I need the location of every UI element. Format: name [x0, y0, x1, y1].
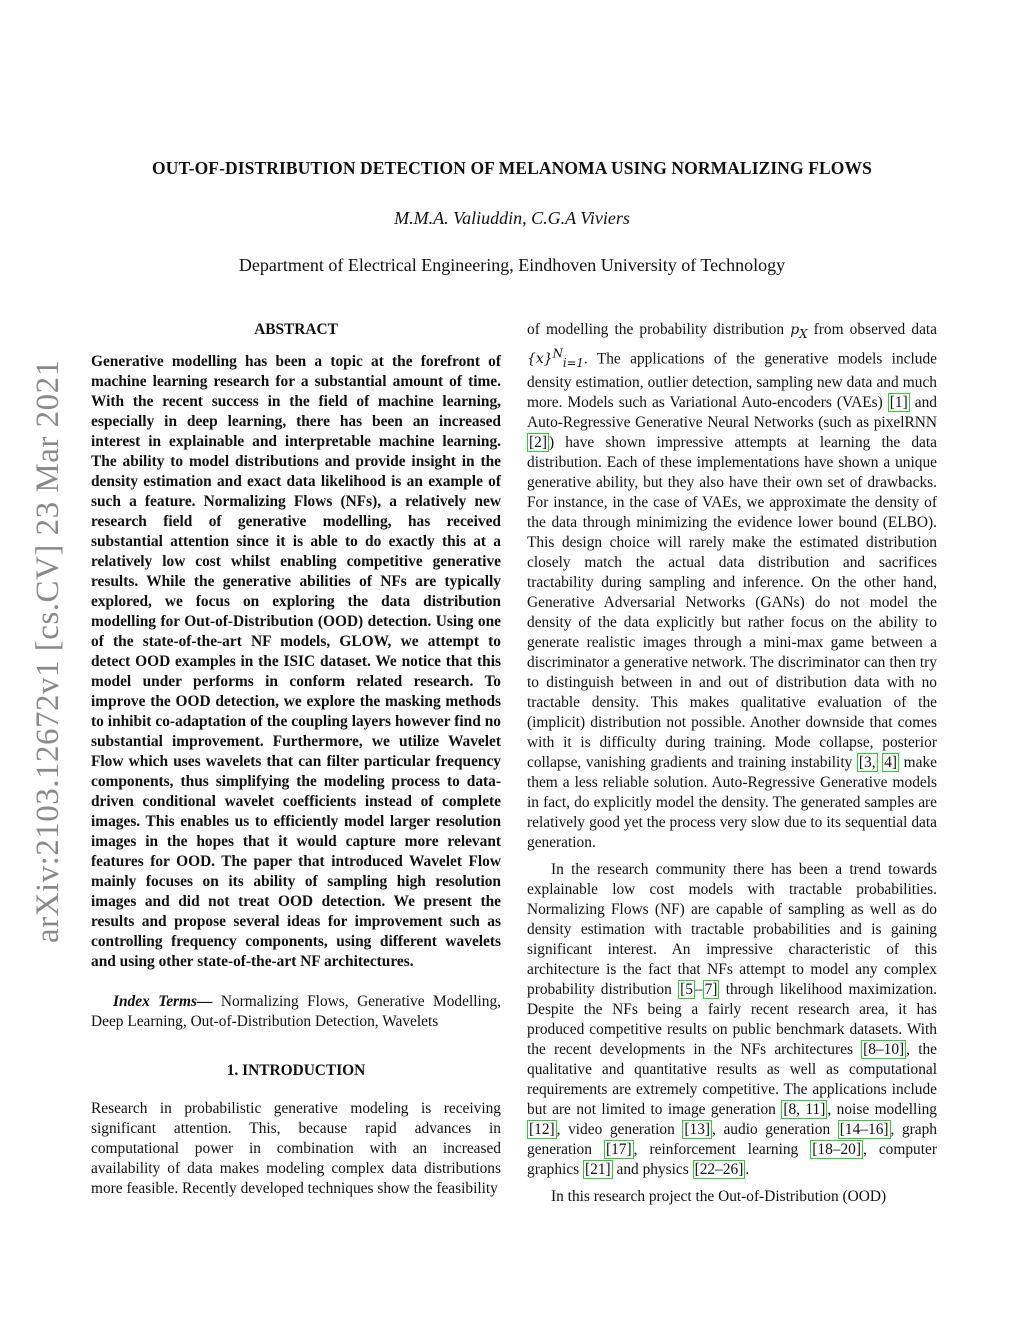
- citation-link[interactable]: [21]: [585, 1161, 611, 1179]
- citation-link[interactable]: [14–16]: [839, 1121, 889, 1139]
- intro-paragraph-2: In the research community there has been a trend towards explainable low cost models with tractable probabilities. Normalizing Flows (NF) are capable of sampling as well as do density estimation with tractable probabilities and is gaining significant interest. An impressive characteristic of this architecture is the fact that NFs attempt to model any complex probability distribution [5 – 7] through likelihood maximization. Despite the NFs being a fairly recent research area, it has produced competitive results on public benchmark datasets. With the recent developments in the NFs architectures [8–10] , the qualitative and quantitative results as well as computational requirements are extremely competitive. The applications include but are not limited to image generation [8, 11] , noise modelling [12] , video generation [13] , audio generation [14–16] , graph generation [17] , reinforcement learning [18–20] , computer graphics [21] and physics [22–26] .: [527, 861, 937, 1179]
- intro-paragraph-3: In this research project the Out-of-Distribution (OOD): [551, 1188, 887, 1206]
- paper-title: OUT-OF-DISTRIBUTION DETECTION OF MELANOMA USING NORMALIZING FLOWS: [152, 158, 872, 178]
- math-dataset: $\{x\}^N_{i=1}$: [527, 346, 584, 371]
- math-px: $p_X$: [790, 322, 808, 341]
- index-terms: [91, 992, 501, 1032]
- citation-link[interactable]: [17]: [605, 1141, 632, 1159]
- intro-paragraph-1-continued: of modelling the probability distribution $p_X$ from observed data $\{x\}^N_{i=1}$. The applications of the generative models include density estimation, outlier detection, sampling new data and much more. Models such as Variational Auto-encoders (VAEs) [1] and Auto-Regressive Generative Neural Networks (such as pixelRNN [2] ) have shown impressive attempts at learning the data distribution. Each of these implementations have shown a unique generative ability, but they also have their own set of drawbacks. For instance, in the case of VAEs, we approximate the density of the data through minimizing the evidence lower bound (ELBO). This design choice will rarely make the estimated distribution closely match the actual data distribution and sacrifices tractability during sampling and inference. On the other hand, Generative Adversarial Networks (GANs) do not model the density of the data explicitly but rather focus on the ability to generate realistic images through a mini-max game between a discriminator a generative network. The discriminator can then try to distinguish between in and out of distribution data with no tractable density. This makes qualitative evaluation of the (implicit) distribution not possible. Another downside that comes with it is difficulty during training. Mode collapse, posterior collapse, vanishing gradients and training instability [3, 4] make them a less reliable solution. Auto-Regressive Generative models in fact, do explicitly model the density. The generated samples are relatively good yet the process very slow due to its sequential data generation.: [527, 321, 938, 852]
- introduction-heading: 1. INTRODUCTION: [226, 1062, 366, 1079]
- arxiv-stamp: arXiv:2103.12672v1 [cs.CV] 23 Mar 2021: [30, 359, 66, 943]
- citation-link[interactable]: 4]: [884, 754, 898, 772]
- left-column: [91, 320, 501, 1199]
- citation-link[interactable]: [13]: [684, 1121, 711, 1139]
- citation-link[interactable]: [1]: [889, 394, 908, 412]
- abstract-body: Generative modelling has been a topic at the forefront of machine learning research for a substantial amount of time. With the recent success in the field of machine learning, especially in deep learning, there has been an increased interest in explainable and interpretable machine learning. The ability to model distributions and provide insight in the density estimation and exact data likelihood is an example of such a feature. Normalizing Flows (NFs), a relatively new research field of generative modelling, has received substantial attention since it is able to do exactly this at a relatively low cost whilst enabling competitive generative results. While the generative abilities of NFs are typically explored, we focus on exploring the data distribution modelling for Out-of-Distribution (OOD) detection. Using one of the state-of-the-art NF models, GLOW, we attempt to detect OOD examples in the ISIC dataset. We notice that this model under performs in conform related research. To improve the OOD detection, we explore the masking methods to inhibit co-adaptation of the coupling layers however find no substantial improvement. Furthermore, we utilize Wavelet Flow which uses wavelets that can filter particular frequency components, thus simplifying the modeling process to data-driven conditional wavelet coefficients instead of complete images. This enables us to efficiently model larger resolution images in the hopes that it would capture more relevant features for OOD. The paper that introduced Wavelet Flow mainly focuses on its ability of sampling high resolution images and did not treat OOD detection. We present the results and propose several ideas for improvement such as controlling frequency components, using different wavelets and using other state-of-the-art NF architectures.: [91, 353, 501, 970]
- abstract-heading: ABSTRACT: [254, 321, 338, 338]
- citation-link[interactable]: [8–10]: [863, 1041, 905, 1059]
- index-terms-label: Index Terms—: [113, 993, 213, 1010]
- affiliation: Department of Electrical Engineering, Eindhoven University of Technology: [238, 255, 786, 275]
- index-terms-text: Normalizing Flows, Generative Modelling, Deep Learning, Out-of-Distribution Detection, Wavelets: [91, 993, 502, 1030]
- citation-link[interactable]: [5: [680, 981, 693, 999]
- citation-link[interactable]: [12]: [529, 1121, 555, 1139]
- intro-paragraph-1-start: Research in probabilistic generative modeling is receiving significant attention. This, because rapid advances in computational power in combination with an increased availability of data makes modeling complex data distributions more feasible. Recently developed techniques show the feasibility: [91, 1100, 501, 1197]
- citation-link[interactable]: [8, 11]: [783, 1101, 826, 1119]
- citation-link[interactable]: [2]: [529, 434, 547, 452]
- citation-link[interactable]: 7]: [704, 981, 718, 999]
- citation-link[interactable]: [22–26]: [694, 1161, 744, 1179]
- citation-link[interactable]: [18–20]: [812, 1141, 861, 1159]
- citation-link[interactable]: [3,: [858, 754, 876, 772]
- right-column: [527, 320, 937, 1207]
- authors: M.M.A. Valiuddin, C.G.A Viviers: [394, 208, 630, 228]
